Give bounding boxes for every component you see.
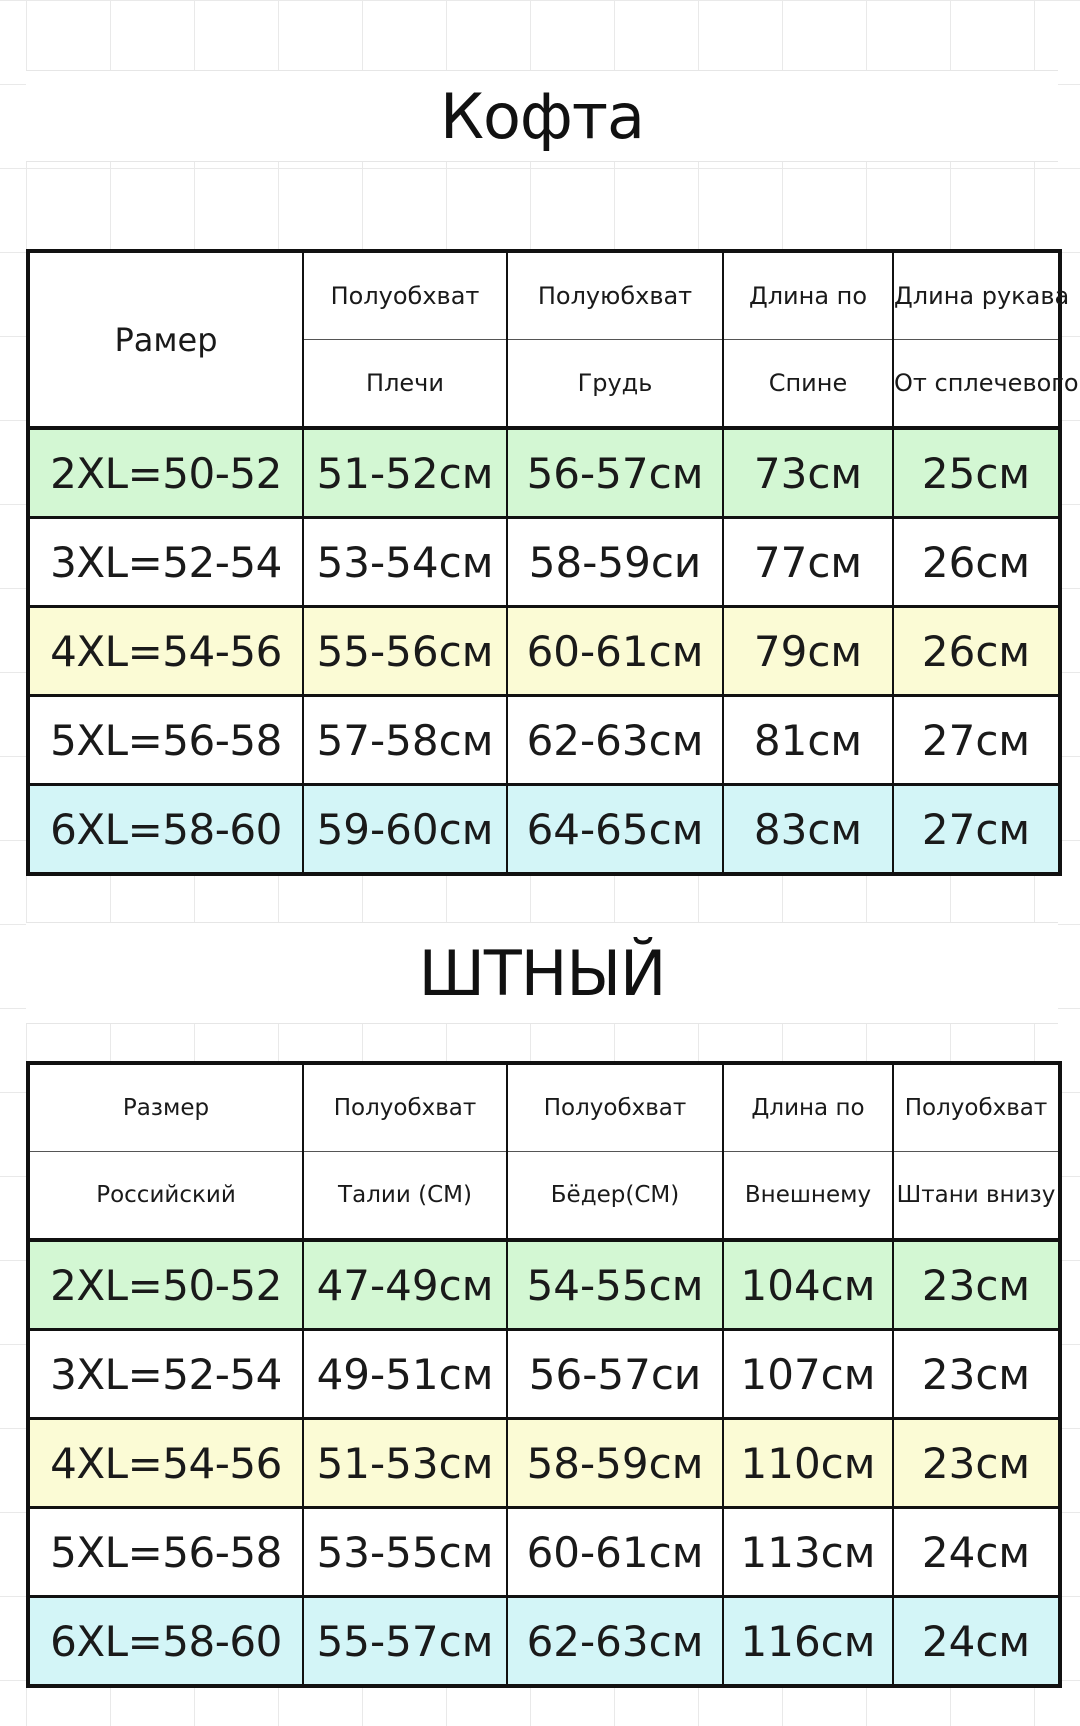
table-cell: 24см xyxy=(893,1597,1060,1687)
table-cell: 23см xyxy=(893,1330,1060,1419)
table-cell: 110см xyxy=(723,1419,893,1508)
table-cell: 73см xyxy=(723,428,893,518)
header-hem-top: Полуобхват xyxy=(893,1063,1060,1152)
header-back-length-sub: Спине xyxy=(723,340,893,429)
table-row xyxy=(28,696,1060,785)
table-header-row xyxy=(28,1063,1060,1152)
table-cell: 81см xyxy=(723,696,893,785)
table-row xyxy=(28,1330,1060,1419)
table-header-row xyxy=(28,251,1060,340)
table-cell: 26см xyxy=(893,518,1060,607)
header-size: Рамер xyxy=(28,251,303,428)
table-cell: 53-55см xyxy=(303,1508,507,1597)
table-cell: 23см xyxy=(893,1419,1060,1508)
header-outer-length-top: Длина по xyxy=(723,1063,893,1152)
table-row xyxy=(28,607,1060,696)
table-cell: 5XL=56-58 xyxy=(28,696,303,785)
header-shoulder-sub: Плечи xyxy=(303,340,507,429)
table-cell: 62-63см xyxy=(507,1597,723,1687)
table-cell: 4XL=54-56 xyxy=(28,607,303,696)
header-waist-top: Полуобхват xyxy=(303,1063,507,1152)
table-cell: 56-57см xyxy=(507,428,723,518)
table-cell: 83см xyxy=(723,785,893,875)
table-cell: 60-61см xyxy=(507,1508,723,1597)
table-row xyxy=(28,1240,1060,1330)
table-cell: 113см xyxy=(723,1508,893,1597)
header-back-length-top: Длина по xyxy=(723,251,893,340)
table-cell: 77см xyxy=(723,518,893,607)
table-cell: 25см xyxy=(893,428,1060,518)
table-cell: 49-51см xyxy=(303,1330,507,1419)
header-size-top: Размер xyxy=(28,1063,303,1152)
table-cell: 55-57см xyxy=(303,1597,507,1687)
table-header-row xyxy=(28,1152,1060,1241)
table-cell: 53-54см xyxy=(303,518,507,607)
header-hips-top: Полуобхват xyxy=(507,1063,723,1152)
table-cell: 4XL=54-56 xyxy=(28,1419,303,1508)
size-table-pants xyxy=(26,1061,1062,1688)
header-chest-sub: Грудь xyxy=(507,340,723,429)
table-cell: 56-57си xyxy=(507,1330,723,1419)
table-row xyxy=(28,785,1060,875)
table-cell: 47-49см xyxy=(303,1240,507,1330)
table-cell: 57-58см xyxy=(303,696,507,785)
table-row xyxy=(28,518,1060,607)
table-row xyxy=(28,1419,1060,1508)
table-cell: 64-65см xyxy=(507,785,723,875)
table-cell: 104см xyxy=(723,1240,893,1330)
table-cell: 2XL=50-52 xyxy=(28,428,303,518)
section-title-jacket: Кофта xyxy=(26,70,1058,162)
header-hips-sub: Бёдер(СМ) xyxy=(507,1152,723,1241)
table-cell: 60-61см xyxy=(507,607,723,696)
table-row xyxy=(28,1508,1060,1597)
table-cell: 3XL=52-54 xyxy=(28,518,303,607)
header-chest-top: Полуюбхват xyxy=(507,251,723,340)
table-cell: 3XL=52-54 xyxy=(28,1330,303,1419)
header-shoulder-top: Полуобхват xyxy=(303,251,507,340)
size-table-jacket xyxy=(26,249,1079,876)
table-row xyxy=(28,1597,1060,1687)
table-cell: 62-63см xyxy=(507,696,723,785)
table-cell: 58-59см xyxy=(507,1419,723,1508)
table-cell: 23см xyxy=(893,1240,1060,1330)
table-cell: 6XL=58-60 xyxy=(28,1597,303,1687)
table-cell: 54-55см xyxy=(507,1240,723,1330)
table-cell: 51-53см xyxy=(303,1419,507,1508)
table-cell: 59-60см xyxy=(303,785,507,875)
table-cell: 51-52см xyxy=(303,428,507,518)
table-cell: 27см xyxy=(893,696,1060,785)
table-cell: 2XL=50-52 xyxy=(28,1240,303,1330)
header-outer-length-sub: Внешнему xyxy=(723,1152,893,1241)
table-cell: 5XL=56-58 xyxy=(28,1508,303,1597)
header-sleeve-top: Длина рукава xyxy=(893,251,1060,340)
table-cell: 26см xyxy=(893,607,1060,696)
section-title-pants: ШТНЫЙ xyxy=(26,922,1058,1024)
table-cell: 58-59си xyxy=(507,518,723,607)
header-waist-sub: Талии (СМ) xyxy=(303,1152,507,1241)
table-cell: 79см xyxy=(723,607,893,696)
table-cell: 24см xyxy=(893,1508,1060,1597)
table-cell: 55-56см xyxy=(303,607,507,696)
header-hem-sub: Штани внизу xyxy=(893,1152,1060,1241)
table-cell: 116см xyxy=(723,1597,893,1687)
table-cell: 6XL=58-60 xyxy=(28,785,303,875)
header-size-sub: Российский xyxy=(28,1152,303,1241)
table-row xyxy=(28,428,1060,518)
header-sleeve-sub: От сплечевого xyxy=(893,340,1060,429)
table-cell: 27см xyxy=(893,785,1060,875)
table-cell: 107см xyxy=(723,1330,893,1419)
